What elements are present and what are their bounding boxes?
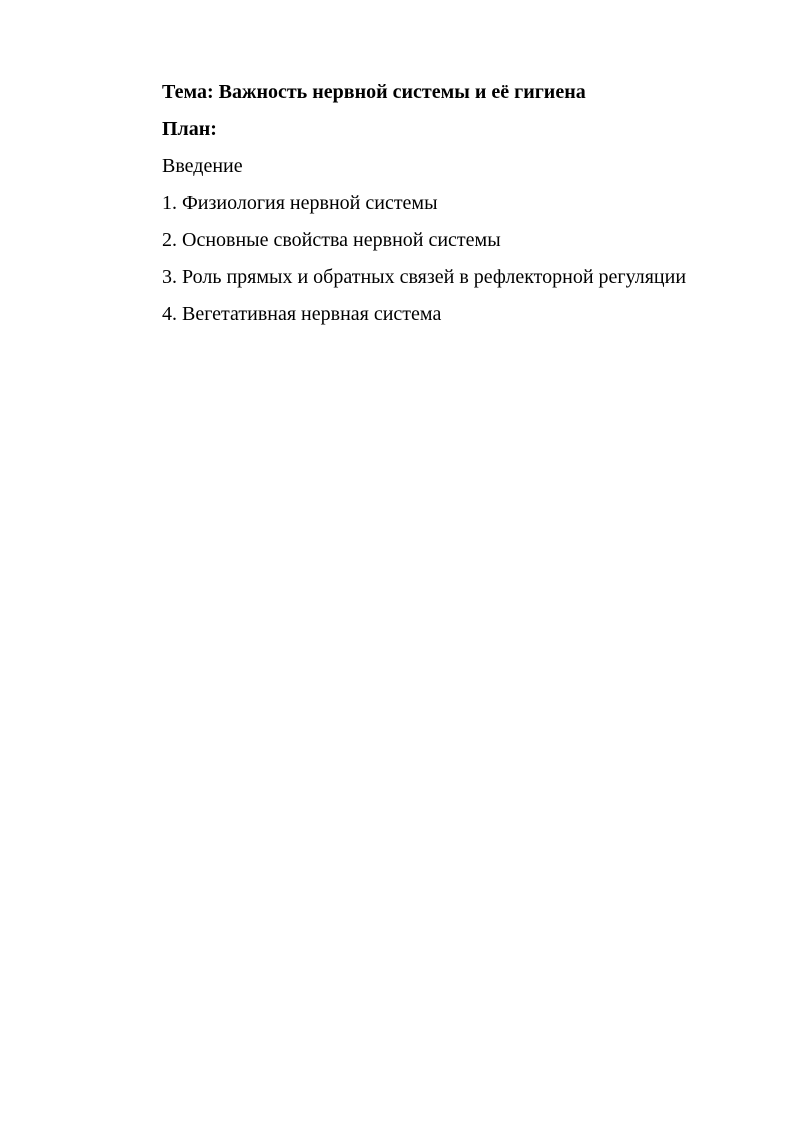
plan-item-3: 3. Роль прямых и обратных связей в рефлекторной регуляции bbox=[162, 266, 687, 288]
plan-list bbox=[162, 148, 762, 333]
document-page bbox=[162, 74, 762, 333]
plan-item-1: 1. Физиология нервной системы bbox=[162, 192, 438, 214]
plan-item-introduction: Введение bbox=[162, 155, 243, 177]
plan-item-2: 2. Основные свойства нервной системы bbox=[162, 229, 501, 251]
plan-item-4: 4. Вегетативная нервная система bbox=[162, 303, 442, 325]
plan-heading: План: bbox=[162, 118, 217, 140]
document-topic: Тема: Важность нервной системы и её гигиена bbox=[162, 81, 586, 103]
